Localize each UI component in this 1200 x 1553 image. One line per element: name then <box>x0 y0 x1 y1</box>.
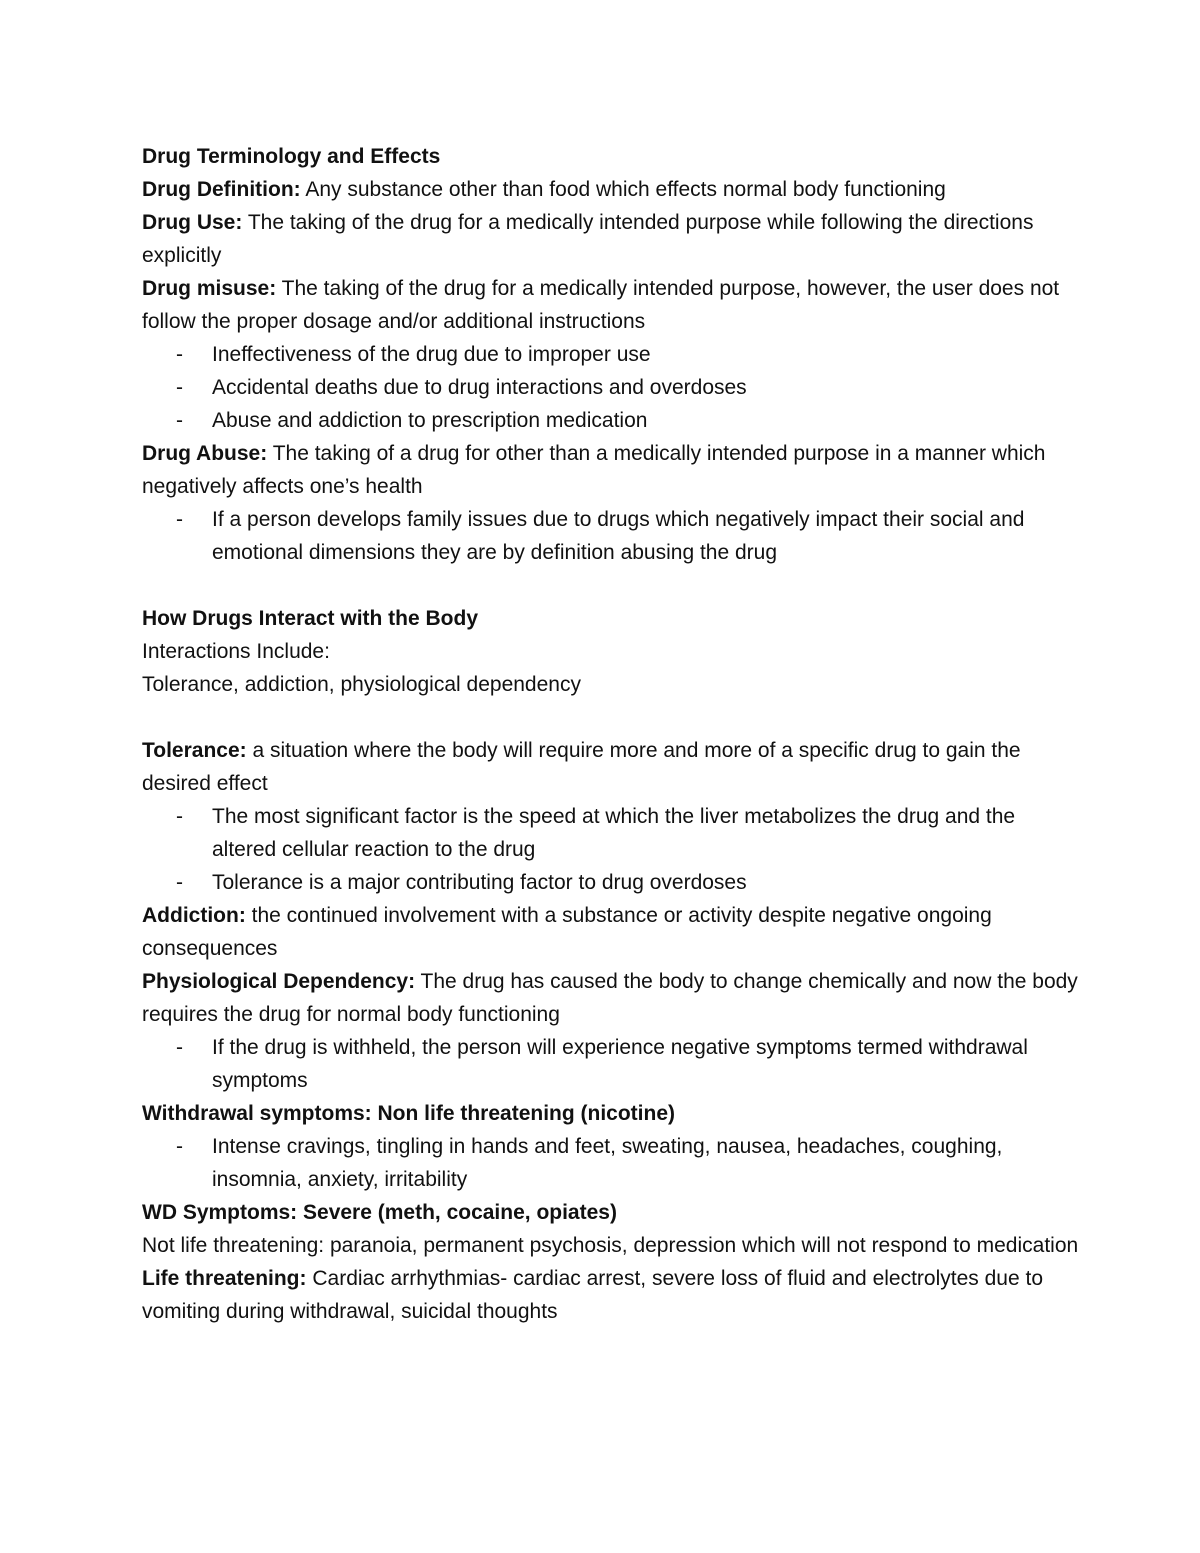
term-label: Drug Use: <box>142 211 243 234</box>
term-label: Physiological Dependency: <box>142 970 416 993</box>
list-item: - The most significant factor is the speed at which the liver metabolizes the drug and the altered cellular reaction to the drug <box>142 800 1080 866</box>
dash-bullet: - <box>176 343 183 366</box>
term-text: The taking of a drug for other than a medically intended purpose in a manner which negatively affects one’s health <box>142 442 1046 498</box>
dash-bullet: - <box>176 871 183 894</box>
interactions-list: Tolerance, addiction, physiological dependency <box>142 673 581 696</box>
withdrawal-heading: Withdrawal symptoms: Non life threatening (nicotine) <box>142 1102 676 1125</box>
physiological-dependency <box>142 965 1080 1031</box>
tolerance <box>142 734 1080 800</box>
term-text: Any substance other than food which effects normal body functioning <box>300 178 946 201</box>
dash-bullet: - <box>176 508 183 531</box>
term-text: The drug has caused the body to change chemically and now the body requires the drug for normal body functioning <box>142 970 1078 1026</box>
dash-bullet: - <box>176 376 183 399</box>
not-life-threatening: Not life threatening: paranoia, permanent psychosis, depression which will not respond to medication <box>142 1234 1079 1257</box>
list-item: - Accidental deaths due to drug interactions and overdoses <box>142 371 1080 404</box>
section-heading-drug-interactions: How Drugs Interact with the Body <box>142 607 479 630</box>
drug-misuse <box>142 272 1080 338</box>
list-item: - Ineffectiveness of the drug due to improper use <box>142 338 1080 371</box>
dash-bullet: - <box>176 409 183 432</box>
list-item: - Tolerance is a major contributing factor to drug overdoses <box>142 866 1080 899</box>
drug-use <box>142 206 1080 272</box>
interactions-intro: Interactions Include: <box>142 640 330 663</box>
term-label: Addiction: <box>142 904 246 927</box>
section-heading-drug-terminology: Drug Terminology and Effects <box>142 145 441 168</box>
term-label: Drug Abuse: <box>142 442 268 465</box>
wd-severe-heading: WD Symptoms: Severe (meth, cocaine, opiates) <box>142 1201 617 1224</box>
drug-definition <box>142 173 1080 206</box>
spacer <box>142 701 1080 734</box>
term-label: Drug misuse: <box>142 277 277 300</box>
term-text: The taking of the drug for a medically intended purpose, however, the user does not follow the proper dosage and/or additional instructions <box>142 277 1060 333</box>
list-item: - If the drug is withheld, the person will experience negative symptoms termed withdrawal symptoms <box>142 1031 1080 1097</box>
term-text: a situation where the body will require more and more of a specific drug to gain the desired effect <box>142 739 1021 795</box>
term-label: Tolerance: <box>142 739 247 762</box>
spacer <box>142 569 1080 602</box>
life-threatening <box>142 1262 1080 1328</box>
dash-bullet: - <box>176 805 183 828</box>
term-label: Life threatening: <box>142 1267 307 1290</box>
list-item: - Intense cravings, tingling in hands and feet, sweating, nausea, headaches, coughing, insomnia, anxiety, irritability <box>142 1130 1080 1196</box>
term-text: Cardiac arrhythmias- cardiac arrest, severe loss of fluid and electrolytes due to vomiting during withdrawal, suicidal thoughts <box>142 1267 1044 1323</box>
dash-bullet: - <box>176 1135 183 1158</box>
term-text: the continued involvement with a substance or activity despite negative ongoing consequences <box>142 904 992 960</box>
dash-bullet: - <box>176 1036 183 1059</box>
term-label: Drug Definition: <box>142 178 301 201</box>
list-item: - Abuse and addiction to prescription medication <box>142 404 1080 437</box>
term-text: The taking of the drug for a medically intended purpose while following the directions explicitly <box>142 211 1034 267</box>
drug-abuse <box>142 437 1080 503</box>
list-item: - If a person develops family issues due to drugs which negatively impact their social and emotional dimensions they are by definition abusing the drug <box>142 503 1080 569</box>
addiction <box>142 899 1080 965</box>
